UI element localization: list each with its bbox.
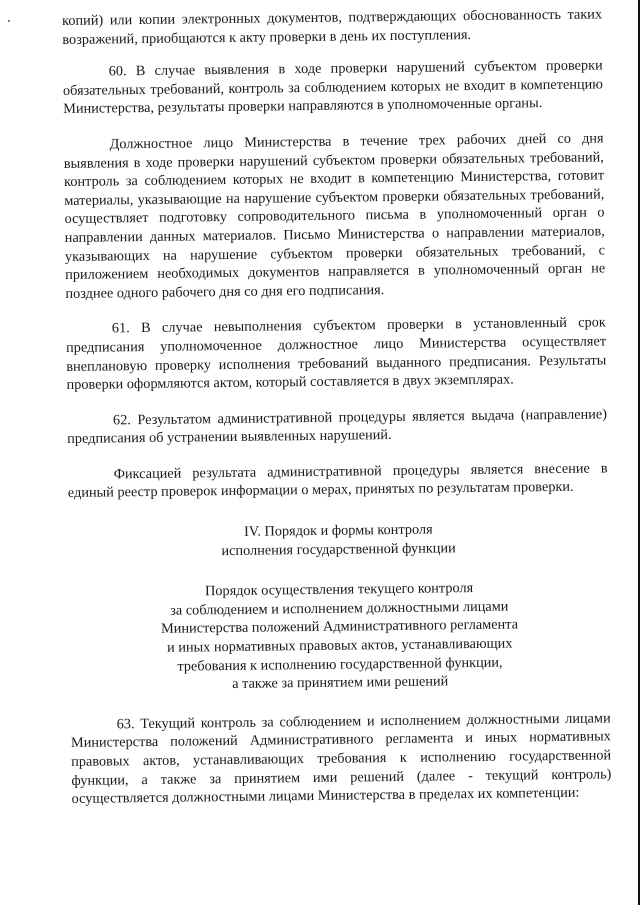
continuation-paragraph: копий) или копии электронных документов, подтверждающих обоснованность таких возражений, приобщаются к акту проверки в день их поступления.: [62, 6, 603, 48]
subsection-heading-line: Министерства положений Административного регламента: [160, 616, 519, 638]
subsection-heading-line: Порядок осуществления текущего контроля: [204, 580, 474, 600]
subsection-heading-line: за соблюдением и исполнением должностными лицами: [170, 598, 509, 619]
paragraph-60: 60. В случае выявления в ходе проверки нарушений субъектом проверки обязательных требований, контроль за соблюдением которых не входит в компетенцию Министерства, результаты проверки направляются в уполномоченные органы.: [62, 57, 604, 118]
paragraph-60-official-duty: Должностное лицо Министерства в течение трех рабочих дней со дня выявления в ходе проверки нарушений субъектом проверки обязательных требований, контроль за соблюдением которых не входит в компетенцию Министерства, готовит материалы, указывающие на нарушение субъектом проверки обязательных требований, осуществляет подготовку сопроводительного письма в уполномоченный орган о направлении данных материалов. Письмо Министерства о направлении материалов, указывающих на нарушение субъектом проверки обязательных требований, с приложением необходимых документов направляется в уполномоченный орган не позднее одного рабочего дня со дня его подписания.: [63, 130, 606, 302]
subsection-heading: [69, 578, 610, 696]
paragraph-61: 61. В случае невыполнения субъектом проверки в установленный срок предписания уполномоченное должностное лицо Министерства осуществляет внеплановую проверку исполнения требований выданного предписания. Результаты проверки оформляются актом, который составляется в двух экземплярах.: [66, 314, 607, 394]
section-heading-line: исполнения государственной функции: [221, 539, 456, 559]
section-heading: [68, 518, 608, 562]
paragraph-63: 63. Текущий контроль за соблюдением и исполнением должностными лицами Министерства положений Административного регламента и иных нормативных правовых актов, устанавливающих требования к исполнению государственной функции, а также за принятием ими решений (далее - текущий контроль) осуществляется должностными лицами Министерства в пределах их компетенции:: [70, 710, 612, 808]
scan-speck: [8, 20, 10, 22]
subsection-heading-line: а также за принятием ими решений: [232, 673, 449, 693]
section-heading-line: IV. Порядок и формы контроля: [243, 521, 433, 540]
paragraph-62: 62. Результатом административной процедуры является выдача (направление) предписания об устранении выявленных нарушений.: [67, 406, 608, 448]
subsection-heading-line: и иных нормативных правовых актов, устанавливающих: [166, 635, 513, 656]
document-body: [62, 5, 612, 808]
subsection-heading-line: требования к исполнению государственной функции,: [177, 654, 503, 675]
paragraph-62-registry: Фиксацией результата административной процедуры является внесение в единый реестр проверок информации о мерах, принятых по результатам проверки.: [67, 460, 608, 502]
